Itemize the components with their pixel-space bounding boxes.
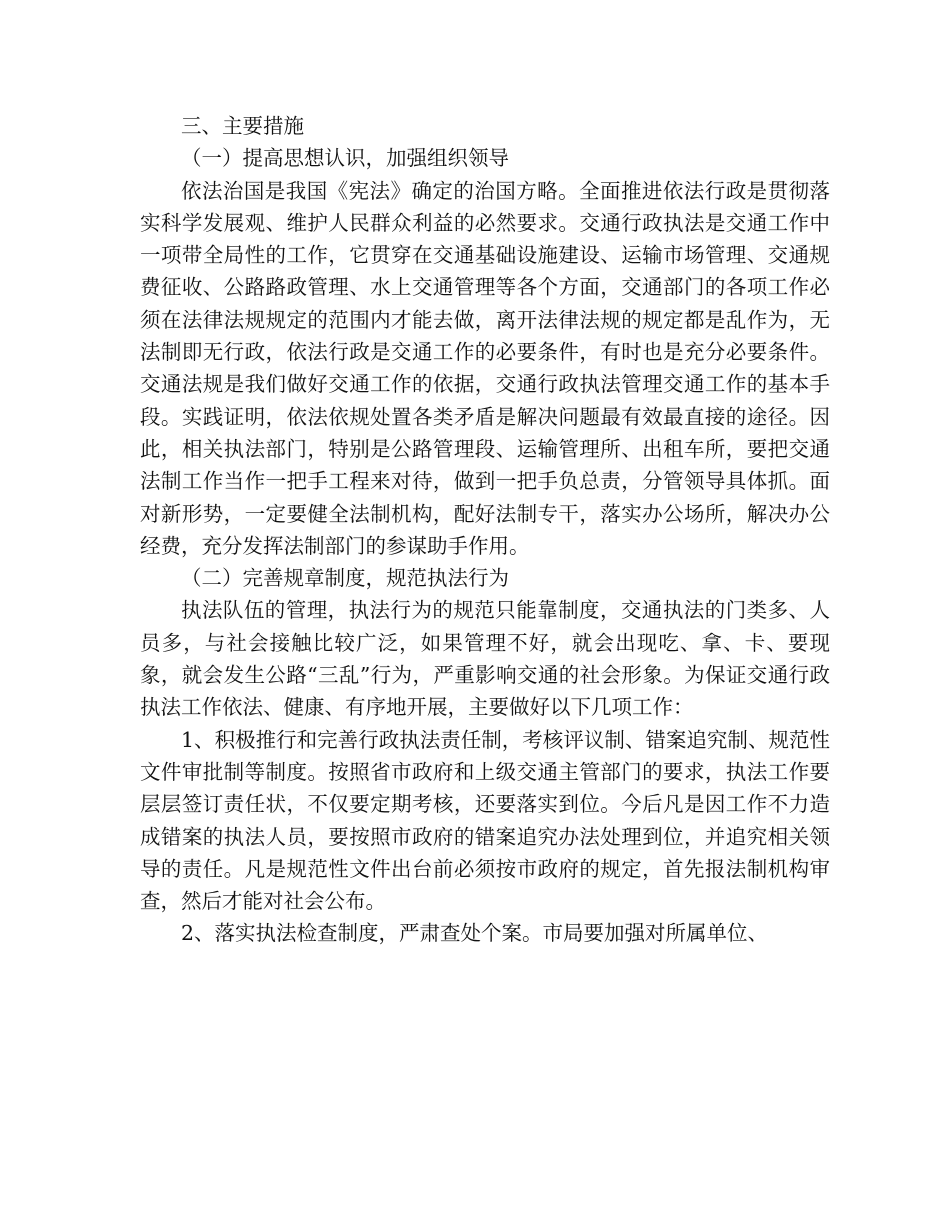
paragraph-item-1: 1、积极推行和完善行政执法责任制，考核评议制、错案追究制、规范性文件审批制等制度。按照省市政府和上级交通主管部门的要求，执法工作要层层签订责任状，不仅要定期考核，还要落实到位。今后凡是因工作不力造成错案的执法人员，要按照市政府的错案追究办法处理到位，并追究相关领导的责任。凡是规范性文件出台前必须按市政府的规定，首先报法制机构审查，然后才能对社会公布。 <box>140 727 830 914</box>
paragraph-item-2: 2、落实执法检查制度，严肃查处个案。市局要加强对所属单位、 <box>181 921 769 946</box>
subsection-heading-2: （二）完善规章制度，规范执法行为 <box>181 566 509 591</box>
paragraph-enforcement-management: 执法队伍的管理，执法行为的规范只能靠制度，交通执法的门类多、人员多，与社会接触比较广泛，如果管理不好，就会出现吃、拿、卡、要现象，就会发生公路“三乱”行为，严重影响交通的社会形象。为保证交通行政执法工作依法、健康、有序地开展，主要做好以下几项工作： <box>140 598 830 720</box>
section-heading: 三、主要措施 <box>181 114 304 138</box>
document-body <box>140 110 830 950</box>
paragraph-rule-of-law: 依法治国是我国《宪法》确定的治国方略。全面推进依法行政是贯彻落实科学发展观、维护人民群众利益的必然要求。交通行政执法是交通工作中一项带全局性的工作，它贯穿在交通基础设施建设、运输市场管理、交通规费征收、公路路政管理、水上交通管理等各个方面，交通部门的各项工作必须在法律法规规定的范围内才能去做，离开法律法规的规定都是乱作为，无法制即无行政，依法行政是交通工作的必要条件，有时也是充分必要条件。交通法规是我们做好交通工作的依据，交通行政执法管理交通工作的基本手段。实践证明，依法依规处置各类矛盾是解决问题最有效最直接的途径。因此，相关执法部门，特别是公路管理段、运输管理所、出租车所，要把交通法制工作当作一把手工程来对待，做到一把手负总责，分管领导具体抓。面对新形势，一定要健全法制机构，配好法制专干，落实办公场所，解决办公经费，充分发挥法制部门的参谋助手作用。 <box>140 178 830 558</box>
subsection-heading-1: （一）提高思想认识，加强组织领导 <box>181 146 509 171</box>
